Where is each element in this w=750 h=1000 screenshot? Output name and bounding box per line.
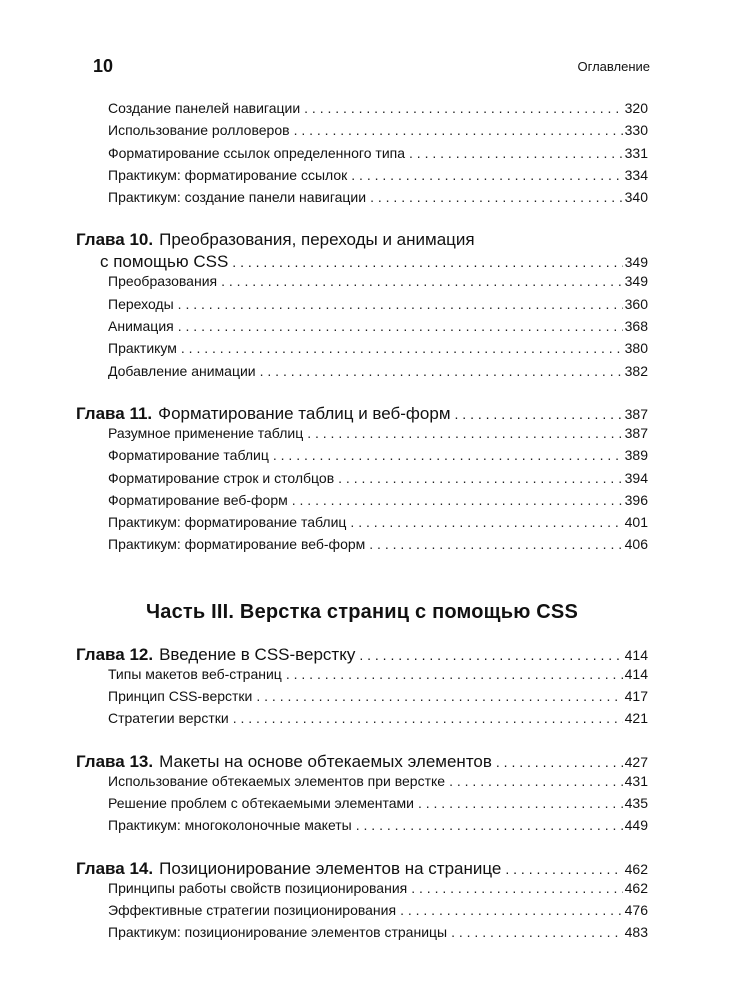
table-of-contents <box>76 100 648 946</box>
toc-entry <box>76 318 648 340</box>
dot-leader <box>451 924 623 940</box>
dot-leader <box>350 514 622 530</box>
entry-title: Добавление анимации <box>108 362 256 379</box>
entry-page: 396 <box>624 491 648 508</box>
part-title: Часть III. Верстка страниц с помощью CSS <box>146 600 578 623</box>
entry-page: 406 <box>624 536 648 553</box>
toc-entry <box>76 100 648 122</box>
entry-page: 476 <box>624 901 648 918</box>
entry-page: 334 <box>624 166 648 183</box>
chapter-title-line1: Преобразования, переходы и анимация <box>159 230 475 250</box>
entry-title: Практикум: форматирование ссылок <box>108 166 348 183</box>
entry-page: 340 <box>624 189 648 206</box>
entry-title: Преобразования <box>108 273 218 290</box>
toc-entry <box>76 773 648 795</box>
entry-page: 320 <box>624 100 648 116</box>
top-entries <box>76 100 648 211</box>
chapter-heading <box>76 403 648 425</box>
chapter-title: Макеты на основе обтекаемых элементов <box>159 751 492 771</box>
entry-title: Форматирование таблиц <box>108 447 269 464</box>
entry-title: Практикум: форматирование таблиц <box>108 514 347 531</box>
dot-leader <box>338 470 623 486</box>
entry-title: Форматирование ссылок определенного типа <box>108 144 406 161</box>
chapter-page: 387 <box>624 405 648 422</box>
chapter-heading <box>76 644 648 666</box>
dot-leader <box>411 880 622 896</box>
entry-page: 349 <box>624 273 648 290</box>
dot-leader <box>307 425 622 441</box>
toc-entry <box>76 340 648 362</box>
toc-entry <box>76 470 648 492</box>
chapter-label: Глава 11. <box>76 403 153 423</box>
dot-leader <box>286 666 623 682</box>
page-header <box>93 56 650 80</box>
toc-entry <box>76 145 648 167</box>
toc-entry <box>76 447 648 469</box>
toc-entry <box>76 688 648 710</box>
entry-page: 380 <box>624 340 648 357</box>
dot-leader <box>359 644 622 666</box>
entry-page: 435 <box>624 794 648 811</box>
chapter-page: 349 <box>624 254 648 271</box>
dot-leader <box>260 363 623 379</box>
chapter-13 <box>76 751 648 840</box>
page-number: 10 <box>93 56 114 76</box>
entry-page: 421 <box>624 710 648 727</box>
entry-title: Использование обтекаемых элементов при верстке <box>108 772 446 789</box>
chapter-page: 427 <box>624 753 648 770</box>
entry-title: Анимация <box>108 318 174 335</box>
dot-leader <box>351 167 622 183</box>
entry-page: 368 <box>624 318 648 335</box>
toc-entry <box>76 536 648 558</box>
dot-leader <box>221 273 623 289</box>
toc-entry <box>76 795 648 817</box>
toc-entry <box>76 273 648 295</box>
entry-title: Стратегии верстки <box>108 710 229 727</box>
dot-leader <box>400 902 623 918</box>
chapter-14 <box>76 858 648 947</box>
chapter-title-line2: с помощью CSS <box>100 252 229 272</box>
chapter-heading <box>76 229 648 273</box>
entry-page: 414 <box>624 665 648 682</box>
chapter-label: Глава 10. <box>76 230 154 250</box>
entry-title: Практикум: создание панели навигации <box>108 189 367 206</box>
entry-page: 387 <box>624 424 648 441</box>
chapter-11 <box>76 403 648 559</box>
chapter-heading <box>76 858 648 880</box>
entry-title: Решение проблем с обтекаемыми элементами <box>108 794 414 811</box>
entry-title: Создание панелей навигации <box>108 100 301 116</box>
toc-entry <box>76 189 648 211</box>
entry-title: Практикум <box>108 340 177 357</box>
dot-leader <box>369 536 622 552</box>
dot-leader <box>496 751 623 773</box>
toc-entry <box>76 666 648 688</box>
toc-entry <box>76 924 648 946</box>
dot-leader <box>505 858 622 880</box>
toc-entry <box>76 425 648 447</box>
toc-entry <box>76 817 648 839</box>
dot-leader <box>304 100 623 116</box>
running-head: Оглавление <box>577 59 650 74</box>
entry-title: Принцип CSS-верстки <box>108 688 253 705</box>
toc-entry <box>76 492 648 514</box>
entry-page: 449 <box>624 817 648 834</box>
entry-title: Форматирование строк и столбцов <box>108 469 335 486</box>
dot-leader <box>370 189 623 205</box>
chapter-heading <box>76 751 648 773</box>
toc-entry <box>76 902 648 924</box>
chapter-title: Введение в CSS-верстку <box>159 644 356 664</box>
entry-page: 417 <box>624 688 648 705</box>
dot-leader <box>178 318 623 334</box>
entry-page: 401 <box>624 514 648 531</box>
entry-title: Принципы работы свойств позиционирования <box>108 879 408 896</box>
entry-page: 431 <box>624 772 648 789</box>
dot-leader <box>181 340 623 356</box>
dot-leader <box>232 251 622 273</box>
entry-page: 394 <box>624 469 648 486</box>
chapter-12 <box>76 644 648 733</box>
toc-entry <box>76 880 648 902</box>
dot-leader <box>273 447 623 463</box>
dot-leader <box>409 145 623 161</box>
chapter-label: Глава 14. <box>76 858 154 878</box>
chapter-title: Позиционирование элементов на странице <box>159 858 502 878</box>
entry-title: Практикум: многоколоночные макеты <box>108 817 352 834</box>
entry-page: 330 <box>624 122 648 139</box>
dot-leader <box>256 688 622 704</box>
entry-page: 483 <box>624 924 648 941</box>
entry-page: 360 <box>624 295 648 312</box>
toc-entry <box>76 167 648 189</box>
dot-leader <box>418 795 623 811</box>
toc-entry <box>76 363 648 385</box>
dot-leader <box>233 710 623 726</box>
toc-entry <box>76 296 648 318</box>
entry-title: Практикум: позиционирование элементов страницы <box>108 924 448 941</box>
entry-page: 331 <box>624 144 648 161</box>
entry-title: Эффективные стратегии позиционирования <box>108 901 397 918</box>
toc-entry <box>76 514 648 536</box>
dot-leader <box>449 773 623 789</box>
entry-page: 382 <box>624 362 648 379</box>
entry-title: Форматирование веб-форм <box>108 491 288 508</box>
entry-page: 389 <box>624 447 648 464</box>
chapter-page: 414 <box>624 646 648 663</box>
dot-leader <box>292 492 623 508</box>
chapter-title: Форматирование таблиц и веб-форм <box>158 403 451 423</box>
entry-title: Использование ролловеров <box>108 122 290 139</box>
entry-title: Разумное применение таблиц <box>108 424 304 441</box>
toc-entry <box>76 122 648 144</box>
dot-leader <box>455 403 623 425</box>
entry-page: 462 <box>624 879 648 896</box>
toc-entry <box>76 710 648 732</box>
entry-title: Типы макетов веб-страниц <box>108 665 282 682</box>
entry-title: Переходы <box>108 295 174 312</box>
chapter-page: 462 <box>624 860 648 877</box>
entry-title: Практикум: форматирование веб-форм <box>108 536 366 553</box>
chapter-label: Глава 13. <box>76 751 154 771</box>
dot-leader <box>294 122 623 138</box>
chapter-label: Глава 12. <box>76 644 154 664</box>
dot-leader <box>178 296 623 312</box>
chapter-10 <box>76 229 648 384</box>
dot-leader <box>356 817 623 833</box>
